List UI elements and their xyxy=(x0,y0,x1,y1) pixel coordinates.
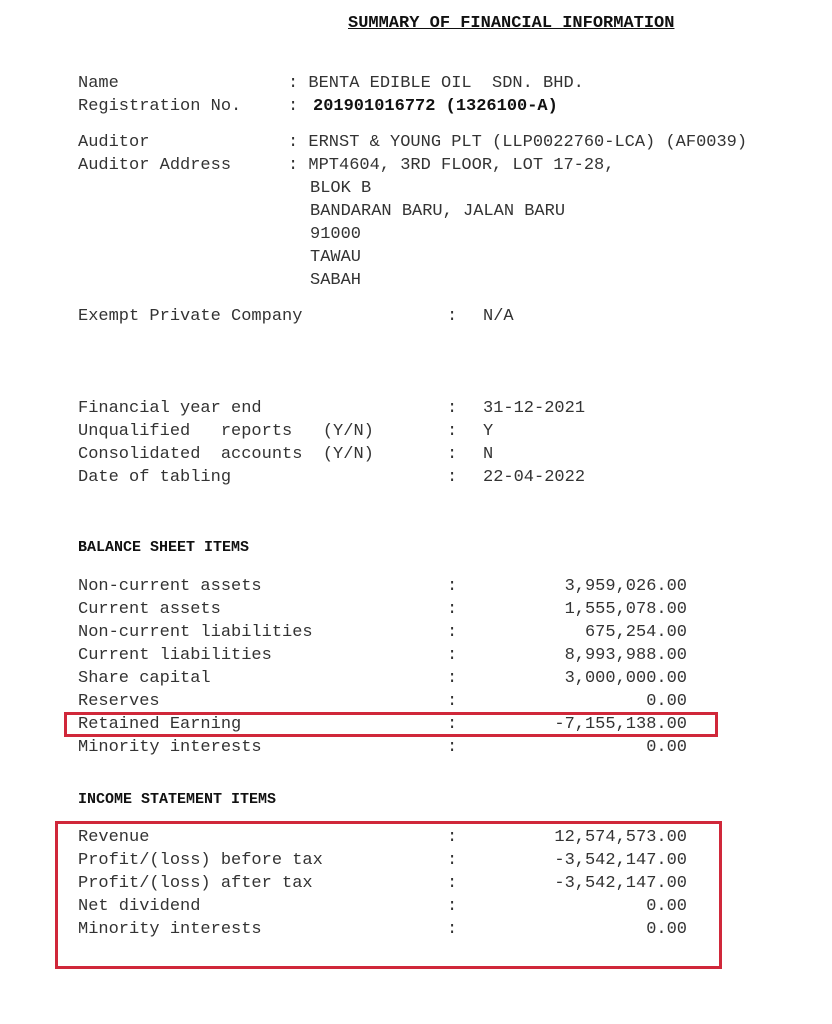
auditor-address-line: SABAH xyxy=(310,271,362,290)
registration-label: Registration No. xyxy=(78,97,242,116)
info-row-value: N xyxy=(483,445,494,464)
name-label: Name xyxy=(78,74,119,93)
balance-row-colon: : xyxy=(447,623,458,642)
info-row-value: 22-04-2022 xyxy=(483,468,586,487)
info-row-colon: : xyxy=(447,468,458,487)
balance-row-colon: : xyxy=(447,600,458,619)
income-row-colon: : xyxy=(447,874,458,893)
info-row-value: Y xyxy=(483,422,494,441)
income-row-colon: : xyxy=(447,851,458,870)
income-row-value: -3,542,147.00 xyxy=(554,874,687,893)
income-row-value: 0.00 xyxy=(646,897,687,916)
balance-row-value: 0.00 xyxy=(646,692,687,711)
auditor-address-line: BLOK B xyxy=(310,179,372,198)
info-row-label: Consolidated accounts (Y/N) xyxy=(78,445,374,464)
info-row-colon: : xyxy=(447,422,458,441)
balance-row-label: Non-current assets xyxy=(78,577,262,596)
balance-row-colon: : xyxy=(447,646,458,665)
info-row-value: 31-12-2021 xyxy=(483,399,586,418)
income-row-colon: : xyxy=(447,828,458,847)
name-value: : BENTA EDIBLE OIL SDN. BHD. xyxy=(288,74,584,93)
exempt-value: N/A xyxy=(483,307,514,326)
income-row-label: Profit/(loss) before tax xyxy=(78,851,323,870)
balance-row-label: Minority interests xyxy=(78,738,262,757)
balance-row-value: 3,959,026.00 xyxy=(564,577,687,596)
balance-row-value: 3,000,000.00 xyxy=(564,669,687,688)
balance-row-label: Share capital xyxy=(78,669,211,688)
income-row-label: Profit/(loss) after tax xyxy=(78,874,313,893)
exempt-colon: : xyxy=(447,307,458,326)
retained-earning-highlight xyxy=(64,712,718,737)
auditor-label: Auditor xyxy=(78,133,150,152)
income-row-colon: : xyxy=(447,920,458,939)
income-statement-highlight xyxy=(55,821,722,969)
registration-colon: : xyxy=(288,97,299,116)
info-row-colon: : xyxy=(447,399,458,418)
balance-row-colon: : xyxy=(447,692,458,711)
balance-row-label: Non-current liabilities xyxy=(78,623,313,642)
auditor-address-line: : MPT4604, 3RD FLOOR, LOT 17-28, xyxy=(288,156,615,175)
balance-row-colon: : xyxy=(447,669,458,688)
auditor-address-label: Auditor Address xyxy=(78,156,232,175)
income-statement-heading: INCOME STATEMENT ITEMS xyxy=(78,791,277,808)
balance-row-label: Retained Earning xyxy=(78,715,242,734)
auditor-address-line: 91000 xyxy=(310,225,362,244)
info-row-label: Unqualified reports (Y/N) xyxy=(78,422,374,441)
registration-value: 201901016772 (1326100-A) xyxy=(313,97,558,116)
info-row-label: Financial year end xyxy=(78,399,262,418)
info-row-label: Date of tabling xyxy=(78,468,232,487)
balance-row-value: -7,155,138.00 xyxy=(554,715,687,734)
income-row-value: -3,542,147.00 xyxy=(554,851,687,870)
balance-row-value: 8,993,988.00 xyxy=(564,646,687,665)
income-row-label: Net dividend xyxy=(78,897,201,916)
balance-row-value: 675,254.00 xyxy=(584,623,687,642)
balance-row-colon: : xyxy=(447,577,458,596)
balance-row-colon: : xyxy=(447,738,458,757)
income-row-colon: : xyxy=(447,897,458,916)
income-row-label: Revenue xyxy=(78,828,150,847)
income-row-value: 0.00 xyxy=(646,920,687,939)
balance-row-value: 1,555,078.00 xyxy=(564,600,687,619)
auditor-address-line: BANDARAN BARU, JALAN BARU xyxy=(310,202,566,221)
auditor-address-line: TAWAU xyxy=(310,248,362,267)
balance-row-value: 0.00 xyxy=(646,738,687,757)
balance-row-label: Reserves xyxy=(78,692,160,711)
income-row-value: 12,574,573.00 xyxy=(554,828,687,847)
exempt-label: Exempt Private Company xyxy=(78,307,303,326)
balance-sheet-heading: BALANCE SHEET ITEMS xyxy=(78,539,250,556)
balance-row-colon: : xyxy=(447,715,458,734)
income-row-label: Minority interests xyxy=(78,920,262,939)
balance-row-label: Current assets xyxy=(78,600,221,619)
info-row-colon: : xyxy=(447,445,458,464)
balance-row-label: Current liabilities xyxy=(78,646,272,665)
auditor-value: : ERNST & YOUNG PLT (LLP0022760-LCA) (AF0039) xyxy=(288,133,748,152)
page-title: SUMMARY OF FINANCIAL INFORMATION xyxy=(348,14,675,33)
